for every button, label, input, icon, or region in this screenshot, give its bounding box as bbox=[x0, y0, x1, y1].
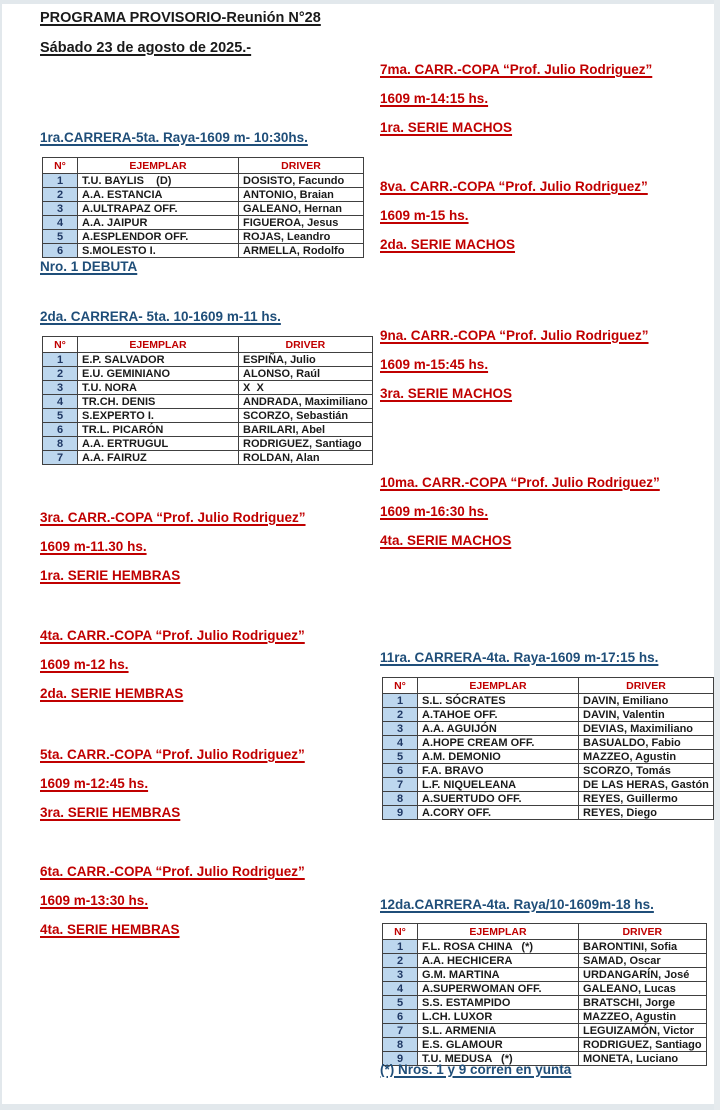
cell-driver: MAZZEO, Agustin bbox=[579, 1010, 707, 1024]
cell-driver: SCORZO, Tomás bbox=[579, 764, 714, 778]
cell-ejemplar: G.M. MARTINA bbox=[418, 968, 579, 982]
cell-num: 1 bbox=[383, 940, 418, 954]
cell-num: 4 bbox=[43, 216, 78, 230]
cell-num: 8 bbox=[383, 1038, 418, 1052]
race10-distance-time: 1609 m-16:30 hs. bbox=[380, 504, 489, 519]
race4-distance-time: 1609 m-12 hs. bbox=[40, 657, 129, 672]
cell-num: 2 bbox=[383, 954, 418, 968]
cell-ejemplar: E.S. GLAMOUR bbox=[418, 1038, 579, 1052]
cell-driver: GALEANO, Lucas bbox=[579, 982, 707, 996]
race10-block bbox=[380, 475, 660, 562]
cell-ejemplar: A.A. ERTRUGUL bbox=[78, 437, 239, 451]
cell-driver: RODRIGUEZ, Santiago bbox=[579, 1038, 707, 1052]
race8-distance-time: 1609 m-15 hs. bbox=[380, 208, 469, 223]
cell-ejemplar: S.L. SÓCRATES bbox=[418, 694, 579, 708]
cell-num: 6 bbox=[383, 1010, 418, 1024]
cell-num: 7 bbox=[43, 451, 78, 465]
cell-num: 1 bbox=[43, 174, 78, 188]
cell-num: 4 bbox=[383, 982, 418, 996]
cell-driver: MONETA, Luciano bbox=[579, 1052, 707, 1066]
race9-heading: 9na. CARR.-COPA “Prof. Julio Rodriguez” bbox=[380, 328, 649, 343]
scrollbar-track[interactable] bbox=[714, 0, 720, 1110]
cell-driver: DAVIN, Valentin bbox=[579, 708, 714, 722]
race4-heading: 4ta. CARR.-COPA “Prof. Julio Rodriguez” bbox=[40, 628, 305, 643]
table-header-row bbox=[43, 337, 373, 353]
cell-ejemplar: A.A. HECHICERA bbox=[418, 954, 579, 968]
race5-series: 3ra. SERIE HEMBRAS bbox=[40, 805, 181, 820]
table-row bbox=[383, 1038, 707, 1052]
cell-ejemplar: S.L. ARMENIA bbox=[418, 1024, 579, 1038]
cell-num: 4 bbox=[383, 736, 418, 750]
cell-num: 5 bbox=[383, 996, 418, 1010]
program-page bbox=[2, 4, 714, 1104]
cell-driver: ROJAS, Leandro bbox=[239, 230, 364, 244]
table-header-row bbox=[383, 678, 714, 694]
cell-num: 8 bbox=[383, 792, 418, 806]
col-header-num: N° bbox=[43, 337, 78, 353]
cell-ejemplar: F.A. BRAVO bbox=[418, 764, 579, 778]
cell-driver: SAMAD, Oscar bbox=[579, 954, 707, 968]
race10-heading: 10ma. CARR.-COPA “Prof. Julio Rodriguez” bbox=[380, 475, 660, 490]
cell-num: 7 bbox=[383, 1024, 418, 1038]
table-row bbox=[43, 174, 364, 188]
cell-num: 2 bbox=[383, 708, 418, 722]
race1-heading: 1ra.CARRERA-5ta. Raya-1609 m- 10:30hs. bbox=[40, 130, 308, 145]
cell-driver: ESPIÑA, Julio bbox=[239, 353, 373, 367]
race3-distance-time: 1609 m-11.30 hs. bbox=[40, 539, 147, 554]
cell-driver: ALONSO, Raúl bbox=[239, 367, 373, 381]
col-header-num: N° bbox=[383, 924, 418, 940]
cell-ejemplar: E.U. GEMINIANO bbox=[78, 367, 239, 381]
cell-num: 1 bbox=[43, 353, 78, 367]
race7-heading: 7ma. CARR.-COPA “Prof. Julio Rodriguez” bbox=[380, 62, 653, 77]
cell-ejemplar: A.A. JAIPUR bbox=[78, 216, 239, 230]
cell-num: 3 bbox=[43, 202, 78, 216]
col-header-driver: DRIVER bbox=[239, 337, 373, 353]
cell-num: 2 bbox=[43, 367, 78, 381]
col-header-driver: DRIVER bbox=[239, 158, 364, 174]
race6-distance-time: 1609 m-13:30 hs. bbox=[40, 893, 149, 908]
cell-num: 4 bbox=[43, 395, 78, 409]
cell-num: 1 bbox=[383, 694, 418, 708]
cell-num: 6 bbox=[383, 764, 418, 778]
race4-series: 2da. SERIE HEMBRAS bbox=[40, 686, 184, 701]
table-row bbox=[383, 940, 707, 954]
table-row bbox=[43, 451, 373, 465]
cell-ejemplar: A.CORY OFF. bbox=[418, 806, 579, 820]
cell-driver: DEVIAS, Maximiliano bbox=[579, 722, 714, 736]
col-header-num: N° bbox=[383, 678, 418, 694]
table-row bbox=[43, 423, 373, 437]
table-row bbox=[383, 736, 714, 750]
table-row bbox=[383, 792, 714, 806]
race12-heading: 12da.CARRERA-4ta. Raya/10-1609m-18 hs. bbox=[380, 897, 654, 912]
cell-driver: DOSISTO, Facundo bbox=[239, 174, 364, 188]
cell-num: 9 bbox=[383, 1052, 418, 1066]
race9-block bbox=[380, 328, 649, 415]
race3-series: 1ra. SERIE HEMBRAS bbox=[40, 568, 181, 583]
col-header-ejemplar: EJEMPLAR bbox=[418, 678, 579, 694]
cell-num: 5 bbox=[383, 750, 418, 764]
cell-num: 3 bbox=[383, 722, 418, 736]
table-row bbox=[43, 353, 373, 367]
cell-ejemplar: A.A. AGUIJÓN bbox=[418, 722, 579, 736]
table-row bbox=[383, 968, 707, 982]
cell-ejemplar: A.M. DEMONIO bbox=[418, 750, 579, 764]
cell-ejemplar: A.ESPLENDOR OFF. bbox=[78, 230, 239, 244]
table-header-row bbox=[43, 158, 364, 174]
table-row bbox=[383, 954, 707, 968]
race10-series: 4ta. SERIE MACHOS bbox=[380, 533, 512, 548]
cell-driver: X X bbox=[239, 381, 373, 395]
table-row bbox=[43, 367, 373, 381]
table-row bbox=[383, 982, 707, 996]
race8-series: 2da. SERIE MACHOS bbox=[380, 237, 516, 252]
race8-block bbox=[380, 179, 648, 266]
race9-series: 3ra. SERIE MACHOS bbox=[380, 386, 513, 401]
cell-ejemplar: S.EXPERTO I. bbox=[78, 409, 239, 423]
race7-distance-time: 1609 m-14:15 hs. bbox=[380, 91, 489, 106]
cell-driver: BARONTINI, Sofia bbox=[579, 940, 707, 954]
cell-ejemplar: A.SUERTUDO OFF. bbox=[418, 792, 579, 806]
cell-driver: LEGUIZAMÓN, Victor bbox=[579, 1024, 707, 1038]
col-header-ejemplar: EJEMPLAR bbox=[78, 158, 239, 174]
cell-driver: ROLDAN, Alan bbox=[239, 451, 373, 465]
table-row bbox=[43, 244, 364, 258]
cell-num: 3 bbox=[43, 381, 78, 395]
cell-driver: BASUALDO, Fabio bbox=[579, 736, 714, 750]
cell-ejemplar: A.ULTRAPAZ OFF. bbox=[78, 202, 239, 216]
cell-ejemplar: A.A. ESTANCIA bbox=[78, 188, 239, 202]
race6-heading: 6ta. CARR.-COPA “Prof. Julio Rodriguez” bbox=[40, 864, 305, 879]
table-row bbox=[43, 202, 364, 216]
col-header-driver: DRIVER bbox=[579, 678, 714, 694]
col-header-ejemplar: EJEMPLAR bbox=[418, 924, 579, 940]
table-row bbox=[383, 1024, 707, 1038]
race4-block bbox=[40, 628, 305, 715]
cell-driver: GALEANO, Hernan bbox=[239, 202, 364, 216]
cell-ejemplar: E.P. SALVADOR bbox=[78, 353, 239, 367]
cell-driver: ARMELLA, Rodolfo bbox=[239, 244, 364, 258]
cell-driver: DE LAS HERAS, Gastón bbox=[579, 778, 714, 792]
table-header-row bbox=[383, 924, 707, 940]
cell-driver: MAZZEO, Agustin bbox=[579, 750, 714, 764]
cell-ejemplar: TR.CH. DENIS bbox=[78, 395, 239, 409]
race1-table bbox=[42, 157, 364, 258]
table-row bbox=[43, 188, 364, 202]
col-header-driver: DRIVER bbox=[579, 924, 707, 940]
table-row bbox=[43, 230, 364, 244]
cell-driver: BRATSCHI, Jorge bbox=[579, 996, 707, 1010]
cell-driver: ANTONIO, Braian bbox=[239, 188, 364, 202]
cell-num: 3 bbox=[383, 968, 418, 982]
cell-num: 2 bbox=[43, 188, 78, 202]
race1-note: Nro. 1 DEBUTA bbox=[40, 259, 138, 274]
race12-note: (*) Nros. 1 y 9 corren en yunta bbox=[380, 1062, 572, 1077]
race7-series: 1ra. SERIE MACHOS bbox=[380, 120, 513, 135]
col-header-ejemplar: EJEMPLAR bbox=[78, 337, 239, 353]
race3-heading: 3ra. CARR.-COPA “Prof. Julio Rodriguez” bbox=[40, 510, 306, 525]
cell-ejemplar: T.U. MEDUSA (*) bbox=[418, 1052, 579, 1066]
table-row bbox=[43, 216, 364, 230]
cell-ejemplar: TR.L. PICARÓN bbox=[78, 423, 239, 437]
cell-num: 8 bbox=[43, 437, 78, 451]
table-row bbox=[383, 806, 714, 820]
cell-num: 5 bbox=[43, 409, 78, 423]
cell-ejemplar: A.A. FAIRUZ bbox=[78, 451, 239, 465]
race11-heading: 11ra. CARRERA-4ta. Raya-1609 m-17:15 hs. bbox=[380, 650, 659, 665]
table-row bbox=[43, 395, 373, 409]
cell-driver: BARILARI, Abel bbox=[239, 423, 373, 437]
cell-driver: ANDRADA, Maximiliano bbox=[239, 395, 373, 409]
cell-ejemplar: S.MOLESTO I. bbox=[78, 244, 239, 258]
race8-heading: 8va. CARR.-COPA “Prof. Julio Rodriguez” bbox=[380, 179, 648, 194]
cell-ejemplar: F.L. ROSA CHINA (*) bbox=[418, 940, 579, 954]
race5-distance-time: 1609 m-12:45 hs. bbox=[40, 776, 149, 791]
cell-driver: SCORZO, Sebastián bbox=[239, 409, 373, 423]
cell-num: 5 bbox=[43, 230, 78, 244]
table-row bbox=[383, 750, 714, 764]
race5-heading: 5ta. CARR.-COPA “Prof. Julio Rodriguez” bbox=[40, 747, 305, 762]
table-row bbox=[383, 996, 707, 1010]
table-row bbox=[383, 764, 714, 778]
race3-block bbox=[40, 510, 306, 597]
cell-driver: FIGUEROA, Jesus bbox=[239, 216, 364, 230]
table-row bbox=[383, 778, 714, 792]
cell-driver: URDANGARÍN, José bbox=[579, 968, 707, 982]
race6-block bbox=[40, 864, 305, 951]
page-title: PROGRAMA PROVISORIO-Reunión N°28 bbox=[40, 10, 321, 26]
cell-ejemplar: S.S. ESTAMPIDO bbox=[418, 996, 579, 1010]
cell-ejemplar: A.TAHOE OFF. bbox=[418, 708, 579, 722]
race6-series: 4ta. SERIE HEMBRAS bbox=[40, 922, 180, 937]
table-row bbox=[43, 437, 373, 451]
cell-driver: DAVIN, Emiliano bbox=[579, 694, 714, 708]
table-row bbox=[43, 409, 373, 423]
table-row bbox=[383, 722, 714, 736]
cell-driver: RODRIGUEZ, Santiago bbox=[239, 437, 373, 451]
cell-num: 7 bbox=[383, 778, 418, 792]
race9-distance-time: 1609 m-15:45 hs. bbox=[380, 357, 489, 372]
cell-ejemplar: A.SUPERWOMAN OFF. bbox=[418, 982, 579, 996]
race12-table bbox=[382, 923, 707, 1066]
cell-num: 6 bbox=[43, 423, 78, 437]
table-row bbox=[383, 708, 714, 722]
cell-ejemplar: L.CH. LUXOR bbox=[418, 1010, 579, 1024]
table-row bbox=[43, 381, 373, 395]
col-header-num: N° bbox=[43, 158, 78, 174]
cell-ejemplar: T.U. BAYLIS (D) bbox=[78, 174, 239, 188]
cell-num: 6 bbox=[43, 244, 78, 258]
cell-ejemplar: L.F. NIQUELEANA bbox=[418, 778, 579, 792]
cell-num: 9 bbox=[383, 806, 418, 820]
cell-ejemplar: A.HOPE CREAM OFF. bbox=[418, 736, 579, 750]
race2-table bbox=[42, 336, 373, 465]
cell-driver: REYES, Diego bbox=[579, 806, 714, 820]
cell-driver: REYES, Guillermo bbox=[579, 792, 714, 806]
page-date: Sábado 23 de agosto de 2025.- bbox=[40, 40, 252, 56]
race5-block bbox=[40, 747, 305, 834]
race11-table bbox=[382, 677, 714, 820]
race7-block bbox=[380, 62, 652, 149]
table-row bbox=[383, 1010, 707, 1024]
cell-ejemplar: T.U. NORA bbox=[78, 381, 239, 395]
table-row bbox=[383, 694, 714, 708]
race2-heading: 2da. CARRERA- 5ta. 10-1609 m-11 hs. bbox=[40, 309, 281, 324]
